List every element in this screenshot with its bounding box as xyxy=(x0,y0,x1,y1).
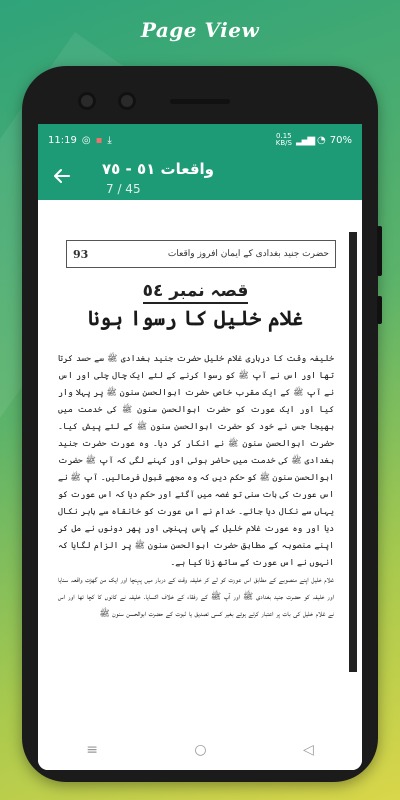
story-number-text: قصہ نمبر ٥٤ xyxy=(143,281,249,304)
running-header xyxy=(66,240,336,268)
body-paragraph: خلیفہ وقت کا درباری غلام خلیل حضرت جنید بغدادی ﷺ سے حسد کرتا تھا اور اس نے آپ ﷺ کو رسوا کرنے کے لئے ایک چال چلی اور اس نے آپ ﷺ کے ایک مقرب خاص حضرت ابوالحسن سنون ﷺ پر پہلا وار کیا اور ایک عورت کو حضرت ابوالحسن سنون ﷺ کی خدمت میں بھیجا جس نے خود کو حضرت ابوالحسن سنون ﷺ کے لئے پیش کیا۔ حضرت ابوالحسن سنون ﷺ نے انکار کر دیا۔ وہ عورت حضرت جنید بغدادی ﷺ کی خدمت میں حاضر ہوئی اور کہنے لگی کہ آپ ﷺ حضرت ابوالحسن سنون ﷺ کو حکم دیں کہ وہ مجھے قبول فرمالیں۔ آپ ﷺ نے اس عورت کی بات سنی تو غصہ میں آگئے اور حکم دیا کہ اس عورت کو یہاں سے نکال دیا جائے۔ خدام نے اس عورت کو خانقاہ سے باہر نکال دیا اور وہ عورت غلام خلیل کے پاس پہنچی اور پھر دونوں نے مل کر اپنے منصوبہ کے مطابق حضرت ابوالحسن سنون ﷺ پر الزام لگایا کہ انہوں نے اس عورت کے ساتھ زنا کیا ہے۔ xyxy=(58,353,334,567)
story-body xyxy=(58,350,334,622)
story-title: غلام خلیل کا رسوا ہونا xyxy=(87,306,304,330)
power-button xyxy=(377,296,382,324)
network-speed xyxy=(276,133,292,147)
sensor-icon xyxy=(118,92,136,110)
chapter-title: واقعات ٥١ - ٧٥ xyxy=(102,160,214,178)
story-number xyxy=(42,280,349,301)
phone-screen xyxy=(38,124,362,770)
speaker-grille xyxy=(170,99,230,104)
network-speed-value: 0.15 xyxy=(276,132,292,140)
notification-icon: ▪ xyxy=(95,134,103,146)
promo-headline: Page View xyxy=(140,18,260,42)
nav-back-button[interactable]: ◁ xyxy=(303,742,314,758)
home-button[interactable]: ○ xyxy=(194,742,207,758)
back-arrow-icon[interactable] xyxy=(52,166,74,188)
battery-text: 70% xyxy=(329,134,352,146)
running-header-text: حضرت جنید بغدادی کے ایمان افروز واقعات xyxy=(167,249,329,259)
volume-button xyxy=(377,226,382,276)
pdf-viewer[interactable] xyxy=(38,200,362,730)
body-paragraph: غلام خلیل اپنے منصوبے کے مطابق اس عورت کو لے کر خلیفہ وقت کے دربار میں پہنچا اور ایک من گھڑت واقعہ سنایا اور خلیفہ کو حضرت جنید بغدادی ﷺ اور آپ ﷺ کے رفقاء کے خلاف اکسایا۔ خلیفہ نے کانوں کا کچا تھا اور اس نے غلام خلیل کی بات پر اعتبار کرتے ہوئے بغیر کسی تصدیق یا ثبوت کے حضرت ابوالحسن سنون ﷺ xyxy=(58,574,334,618)
signal-icon: ▂▄▆ xyxy=(295,134,314,146)
whatsapp-icon: ◎ xyxy=(81,134,91,146)
download-icon: ⤓ xyxy=(107,134,112,146)
wifi-icon: ◔ xyxy=(317,134,326,146)
scanned-page[interactable] xyxy=(42,232,357,672)
page-indicator: 7 / 45 xyxy=(106,182,141,196)
front-camera-icon xyxy=(78,92,96,110)
network-speed-unit: KB/S xyxy=(275,139,292,147)
status-time: 11:19 xyxy=(48,134,77,146)
system-nav-bar xyxy=(38,730,362,770)
status-bar xyxy=(38,124,362,156)
recents-button[interactable]: ≡ xyxy=(86,742,98,758)
app-bar xyxy=(38,156,362,200)
page-number: 93 xyxy=(73,247,89,261)
